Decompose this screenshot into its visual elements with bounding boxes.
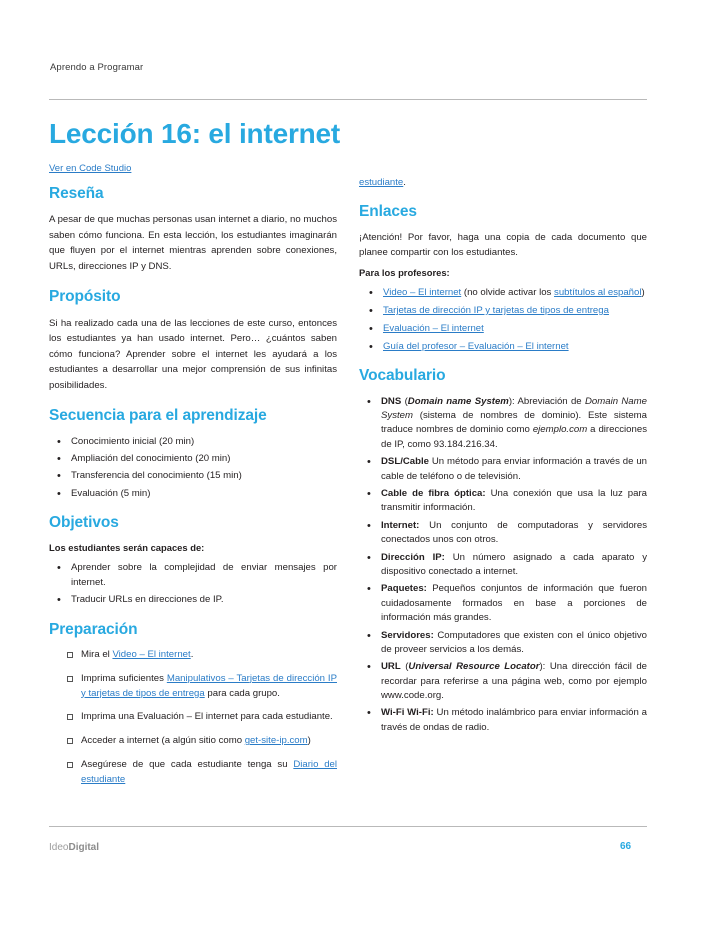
prep-link[interactable]: Manipulativos – Tarjetas de dirección IP y tarjetas de tipos de entrega xyxy=(81,672,337,699)
list-item: • Ampliación del conocimiento (20 min) xyxy=(49,452,337,466)
enlace-link[interactable]: Tarjetas de dirección IP y tarjetas de tipos de entrega xyxy=(383,304,609,316)
prep-text-pre: Mira el xyxy=(81,648,113,660)
vocabulary-definition-segment: ( xyxy=(400,661,409,673)
section-heading-proposito: Propósito xyxy=(49,288,121,306)
prep-text-post: ) xyxy=(307,735,311,747)
list-item: • Aprender sobre la complejidad de enviar mensajes por internet. xyxy=(49,561,337,590)
vocabulary-term: Paquetes: xyxy=(381,583,427,595)
enlace-link[interactable]: Video – El internet xyxy=(383,286,462,298)
left-column xyxy=(49,180,337,798)
footer-brand xyxy=(49,842,99,853)
proposito-body: Si ha realizado cada una de las lecciones de este curso, entonces los estudiantes ya han usado internet. Pero… ¿cuántos saben cómo funciona? Aprender sobre el internet les ayudará a los estudiantes a desarrollar una mejor comprensión de sus infinitas posibilidades. xyxy=(49,317,337,391)
resena-body: A pesar de que muchas personas usan internet a diario, no muchos saben cómo funciona. En esta lección, los estudiantes imaginarán que fluyen por el internet mientras aprenden sobre conexiones, URLs, direcciones IP y DNS. xyxy=(49,214,337,272)
vocabulary-term: Cable de fibra óptica: xyxy=(381,487,486,499)
prep-text-post: . xyxy=(190,648,194,660)
vocabulary-item xyxy=(359,519,647,548)
vocabulary-term: DSL/Cable xyxy=(381,456,429,468)
list-item xyxy=(49,734,337,749)
footer-brand-light: Ideo xyxy=(49,842,69,853)
prep-text-pre: Imprima suficientes xyxy=(81,672,167,684)
vocabulary-definition-segment: ( xyxy=(401,395,408,407)
vocabulary-definition-segment: ): Una dirección fácil de recordar para referirse a una página web, como por ejemplo www.code.org. xyxy=(381,661,647,702)
enlace-post: ) xyxy=(641,286,645,298)
code-studio-link[interactable]: Ver en Code Studio xyxy=(49,163,132,174)
vocabulary-definition-segment: Universal Resource Locator xyxy=(408,661,540,673)
page-title: Lección 16: el internet xyxy=(49,118,341,149)
vocabulary-item xyxy=(359,582,647,625)
vocabulary-term: URL xyxy=(381,661,401,673)
vocabulary-item xyxy=(359,660,647,703)
enlaces-note: ¡Atención! Por favor, haga una copia de cada documento que planee compartir con los estudiantes. xyxy=(359,231,647,259)
vocabulary-item xyxy=(359,455,647,484)
vocabulary-definition-segment: Domain Name System xyxy=(381,395,647,422)
enlace-link[interactable]: Evaluación – El internet xyxy=(383,322,484,334)
list-item xyxy=(359,322,647,337)
vocabulary-definition-segment: a direcciones de IP, como 93.184.216.34. xyxy=(381,424,647,450)
vocabulary-item xyxy=(359,551,647,580)
prep-text-post: para cada grupo. xyxy=(204,687,280,699)
enlace-link-secondary[interactable]: subtítulos al español xyxy=(554,286,642,298)
vocabulary-definition-segment: Pequeños conjuntos de información que fueron cuidadosamente formados en base a porciones de información más grandes. xyxy=(381,583,647,624)
objetivos-list xyxy=(49,561,337,607)
prep-link[interactable]: Video – El internet xyxy=(112,648,191,660)
enlace-link[interactable]: Guía del profesor – Evaluación – El internet xyxy=(383,340,569,352)
vocabulary-definition-segment: Un conjunto de computadoras y servidores conectados unos con otros. xyxy=(381,519,647,546)
enlaces-list xyxy=(359,286,647,354)
enlaces-subheading: Para los profesores: xyxy=(359,266,450,278)
preparacion-list xyxy=(49,648,337,788)
list-item xyxy=(359,286,647,301)
list-item: • Evaluación (5 min) xyxy=(49,487,337,501)
vocabulary-definition-segment: Un método para enviar información a través de un cable de teléfono o de televisión. xyxy=(381,456,647,482)
vocabulary-definition-segment: Un método inalámbrico para enviar información a través de ondas de radio. xyxy=(381,707,648,733)
vocabulary-term: DNS xyxy=(381,395,402,407)
list-item: • Transferencia del conocimiento (15 min) xyxy=(49,469,337,483)
secuencia-list xyxy=(49,435,337,502)
vocabulary-definition-segment: (sistema de nombres de dominio). Este sistema traduce nombres de dominio como xyxy=(381,410,647,436)
vocabulary-item xyxy=(359,487,647,516)
prep-text-pre: Acceder a internet (a algún sitio como xyxy=(81,735,245,747)
prep-link[interactable]: Diario del estudiante xyxy=(81,759,337,786)
prep-link[interactable]: get-site-ip.com xyxy=(244,735,308,747)
vocabulary-item xyxy=(359,629,647,658)
vocabulary-term: Servidores: xyxy=(381,629,434,641)
vocabulary-term: Dirección IP: xyxy=(381,551,445,563)
objetivos-lead: Los estudiantes serán capaces de: xyxy=(49,542,205,554)
vocabulary-definition-segment: Una conexión que usa la luz para transmitir información. xyxy=(381,487,647,514)
list-item: • Traducir URLs en direcciones de IP. xyxy=(49,593,337,607)
prep-text-pre: Imprima una Evaluación – El internet para cada estudiante. xyxy=(81,711,333,723)
prep-text-pre: Asegúrese de que cada estudiante tenga su xyxy=(81,759,294,771)
orphan-line-post: . xyxy=(403,177,406,188)
vocabulary-item xyxy=(359,706,647,735)
vocabulary-definition-segment: Computadores que existen con el único objetivo de proveer servicios a los demás. xyxy=(381,629,647,655)
orphan-line xyxy=(359,175,647,191)
list-item xyxy=(49,648,337,663)
header-divider xyxy=(49,99,647,100)
list-item xyxy=(49,710,337,725)
footer-brand-bold: Digital xyxy=(68,842,100,853)
list-item: • Conocimiento inicial (20 min) xyxy=(49,435,337,449)
list-item xyxy=(359,340,647,355)
section-heading-enlaces: Enlaces xyxy=(359,202,417,220)
diario-estudiante-link[interactable]: estudiante xyxy=(359,177,404,188)
vocabulary-definition-segment: ): Abreviación de xyxy=(508,395,585,407)
list-item xyxy=(49,672,337,702)
vocabulary-definition-segment: Domain name System xyxy=(407,395,509,407)
vocabulary-term: Wi-Fi xyxy=(381,707,405,719)
section-heading-resena: Reseña xyxy=(49,185,104,202)
vocabulary-item xyxy=(359,395,647,453)
section-heading-preparacion: Preparación xyxy=(49,620,138,638)
vocabulary-definition-segment: Wi-Fi: xyxy=(404,707,434,719)
running-head: Aprendo a Programar xyxy=(50,62,144,73)
list-item xyxy=(49,758,337,788)
list-item xyxy=(359,304,647,319)
vocabulary-definition-segment: ejemplo.com xyxy=(532,424,588,436)
vocabulary-definition-segment: Un número asignado a cada aparato y dispositivo conectado a internet. xyxy=(381,551,647,577)
right-column xyxy=(359,175,647,745)
footer-divider xyxy=(49,826,647,827)
vocabulario-list xyxy=(359,395,647,736)
enlace-mid: (no olvide activar los xyxy=(461,286,555,298)
page-number: 66 xyxy=(620,841,632,852)
section-heading-vocabulario: Vocabulario xyxy=(359,367,446,385)
section-heading-secuencia: Secuencia para el aprendizaje xyxy=(49,407,267,425)
section-heading-objetivos: Objetivos xyxy=(49,514,119,532)
vocabulary-term: Internet: xyxy=(381,519,420,531)
